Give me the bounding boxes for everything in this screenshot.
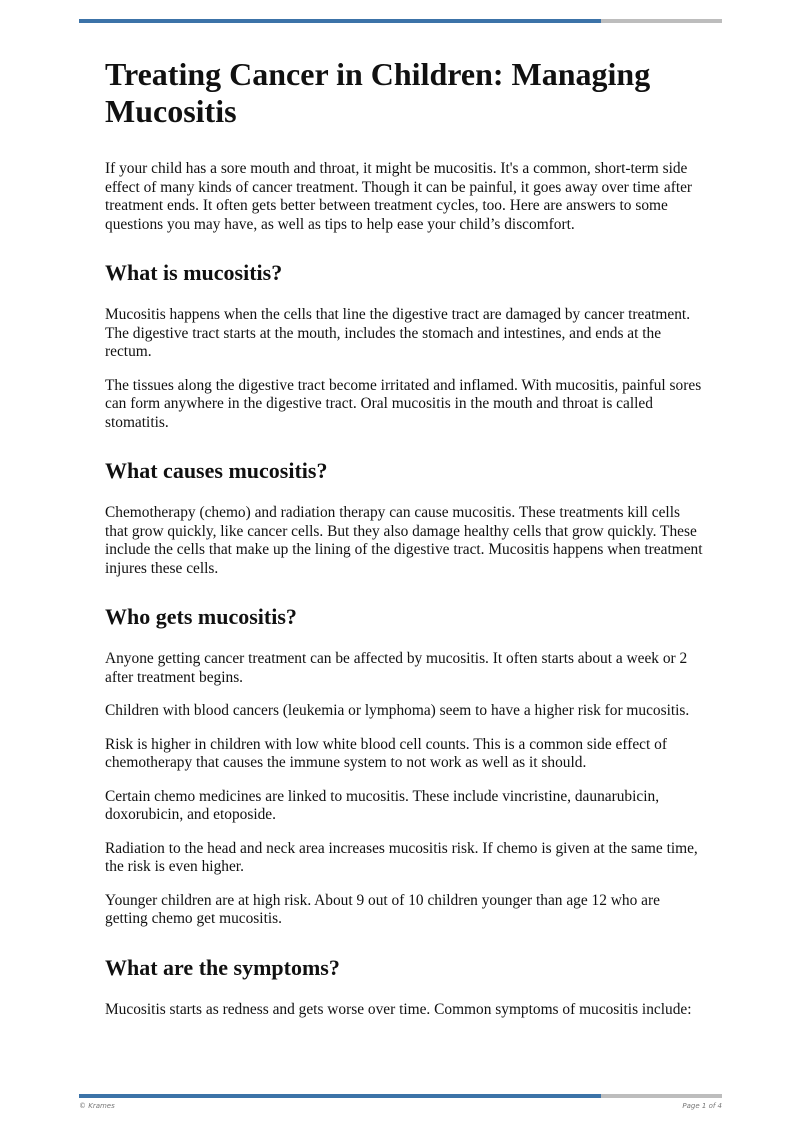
document-body [105,56,705,1034]
paragraph: Anyone getting cancer treatment can be affected by mucositis. It often starts about a week or 2 after treatment begins. [105,650,688,686]
paragraph: Radiation to the head and neck area increases mucositis risk. If chemo is given at the same time, the risk is even higher. [105,839,698,875]
paragraph: The tissues along the digestive tract become irritated and inflamed. With mucositis, painful sores can form anywhere in the digestive tract. Oral mucositis in the mouth and throat is called stomatitis. [105,376,702,431]
header-rule [79,19,722,23]
section-causes [105,458,705,578]
header-rule-track [601,19,722,23]
copyright-text: © Krames [79,1102,115,1110]
section-symptoms [105,955,705,1020]
paragraph: Chemotherapy (chemo) and radiation therapy can cause mucositis. These treatments kill cells that grow quickly, like cancer cells. But they also damage healthy cells that grow quickly. These include the cells that make up the lining of the digestive tract. Mucositis happens when treatment injures these cells. [105,504,703,577]
paragraph: Mucositis happens when the cells that line the digestive tract are damaged by cancer treatment. The digestive tract starts at the mouth, includes the stomach and intestines, and ends at the rectum. [105,306,691,360]
footer-rule-track [601,1094,722,1098]
section-heading: Who gets mucositis? [105,604,297,629]
page-number: Page 1 of 4 [682,1102,722,1110]
page-title: Treating Cancer in Children: Managing Mucositis [105,56,651,129]
paragraph: Children with blood cancers (leukemia or lymphoma) seem to have a higher risk for mucositis. [105,702,690,719]
section-heading: What are the symptoms? [105,954,340,980]
section-heading: What causes mucositis? [105,458,328,483]
header-rule-accent [79,19,601,23]
paragraph: Younger children are at high risk. About 9 out of 10 children younger than age 12 who are getting chemo get mucositis. [105,891,660,927]
paragraph: Risk is higher in children with low white blood cell counts. This is a common side effect of chemotherapy that causes the immune system to not work as well as it should. [105,735,667,771]
section-heading: What is mucositis? [105,260,283,285]
paragraph: Mucositis starts as redness and gets worse over time. Common symptoms of mucositis include: [105,1000,692,1018]
footer-rule-accent [79,1094,601,1098]
page-footer [79,1102,722,1110]
footer-rule [79,1094,722,1098]
intro-paragraph: If your child has a sore mouth and throat, it might be mucositis. It's a common, short-term side effect of many kinds of cancer treatment. Though it can be painful, it goes away over time after treatment ends. It often gets better between treatment cycles, too. Here are answers to some questions you may have, as well as tips to help ease your child’s discomfort. [105,160,693,233]
paragraph: Certain chemo medicines are linked to mucositis. These include vincristine, daunarubicin, doxorubicin, and etoposide. [105,787,660,823]
section-what-is [105,260,705,432]
section-who-gets [105,604,705,929]
